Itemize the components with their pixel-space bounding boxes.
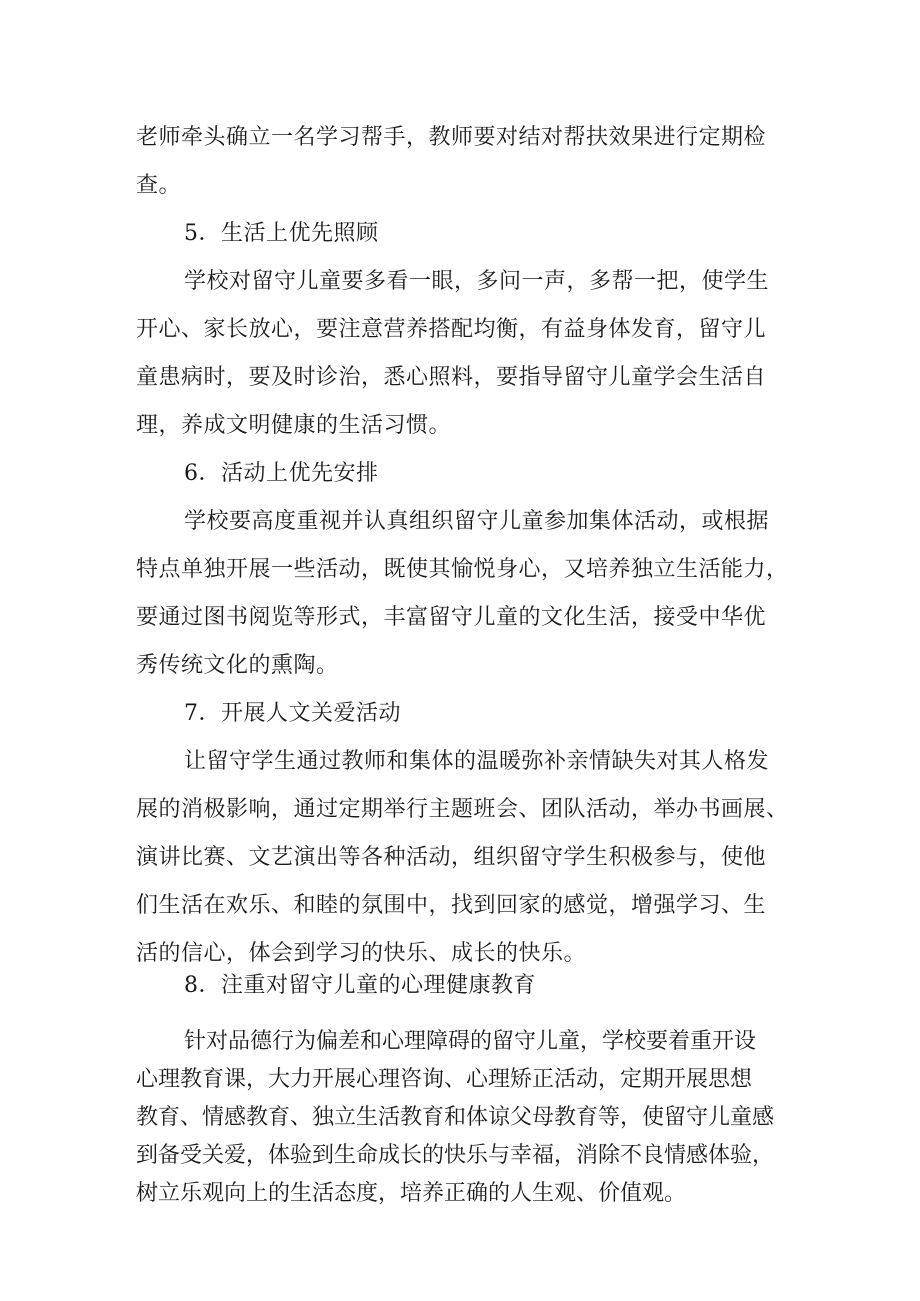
section-heading: 5．生活上优先照顾 — [184, 221, 379, 246]
paragraph-line: 展的消极影响，通过定期举行主题班会、团队活动，举办书画展、 — [136, 797, 789, 822]
paragraph-line: 学校要高度重视并认真组织留守儿童参加集体活动，或根据 — [184, 509, 770, 534]
paragraph-line: 让留守学生通过教师和集体的温暖弥补亲情缺失对其人格发 — [184, 749, 770, 774]
section-heading: 8．注重对留守儿童的心理健康教育 — [184, 973, 536, 998]
paragraph-line: 秀传统文化的熏陶。 — [136, 653, 339, 678]
section-heading: 6．活动上优先安排 — [184, 461, 379, 486]
paragraph-line: 要通过图书阅览等形式，丰富留守儿童的文化生活，接受中华优 — [136, 605, 767, 630]
paragraph-line: 树立乐观向上的生活态度，培养正确的人生观、价值观。 — [136, 1181, 687, 1206]
paragraph-line: 老师牵头确立一名学习帮手，教师要对结对帮扶效果进行定期检 — [136, 125, 767, 150]
paragraph-line: 查。 — [136, 173, 182, 198]
paragraph-line: 特点单独开展一些活动，既使其愉悦身心，又培养独立生活能力， — [136, 557, 789, 582]
paragraph-line: 心理教育课，大力开展心理咨询、心理矫正活动，定期开展思想 — [136, 1067, 753, 1092]
paragraph-line: 理，养成文明健康的生活习惯。 — [136, 413, 452, 438]
paragraph-line: 到备受关爱，体验到生命成长的快乐与幸福，消除不良情感体验， — [136, 1143, 775, 1168]
paragraph-line: 演讲比赛、文艺演出等各种活动，组织留守学生积极参与，使他 — [136, 845, 767, 870]
paragraph-line: 教育、情感教育、独立生活教育和体谅父母教育等，使留守儿童感 — [136, 1105, 775, 1130]
paragraph-line: 活的信心，体会到学习的快乐、成长的快乐。 — [136, 941, 587, 966]
paragraph-line: 学校对留守儿童要多看一眼，多问一声，多帮一把，使学生 — [184, 269, 770, 294]
section-heading: 7．开展人文关爱活动 — [184, 701, 401, 726]
paragraph-line: 童患病时，要及时诊治，悉心照料，要指导留守儿童学会生活自 — [136, 365, 767, 390]
paragraph-line: 开心、家长放心，要注意营养搭配均衡，有益身体发育，留守儿 — [136, 317, 767, 342]
paragraph-line: 针对品德行为偏差和心理障碍的留守儿童，学校要着重开设 — [184, 1029, 757, 1054]
paragraph-line: 们生活在欢乐、和睦的氛围中，找到回家的感觉，增强学习、生 — [136, 893, 767, 918]
